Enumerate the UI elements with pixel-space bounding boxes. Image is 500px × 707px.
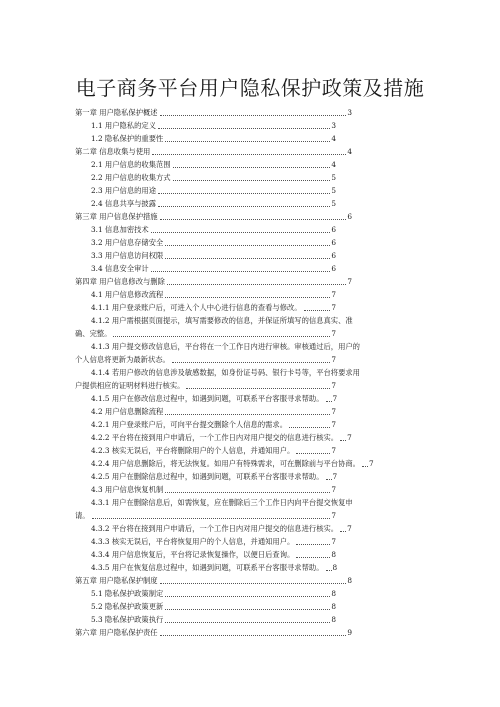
toc-entry-label: 5.3 隐私保护政策执行 (91, 615, 164, 624)
toc-entry-label-continued: 请。 (75, 511, 90, 520)
toc-page-number: 8 (332, 563, 338, 572)
toc-entry-label: 4.3.3 核实无误后，平台将恢复用户的个人信息，并通知用户。 (91, 537, 295, 546)
toc-entry[interactable] (0, 210, 500, 223)
toc-entry-label: 2.3 用户信息的用途 (91, 186, 157, 195)
toc-entry[interactable] (0, 626, 500, 639)
toc-page-number: 7 (331, 355, 336, 364)
toc-entry-label: 4.2.3 核实无误后，平台将删除用户的个人信息，并通知用户。 (91, 446, 295, 455)
toc-entry[interactable] (0, 431, 500, 444)
toc-page-number: 4 (331, 134, 336, 143)
toc-page-number: 5 (331, 199, 336, 208)
dot-leader (160, 219, 347, 220)
toc-entry-label: 2.1 用户信息的收集范围 (91, 160, 171, 169)
toc-entry-label: 4.2.2 平台将在接到用户申请后，一个工作日内对用户提交的信息进行核实。 (91, 433, 339, 442)
toc-entry-label: 3.1 信息加密技术 (91, 225, 149, 234)
toc-entry-label: 4.1.2 用户需根据页面提示，填写需要修改的信息，并保证所填写的信息真实、准 (91, 316, 353, 325)
dot-leader (165, 414, 330, 415)
dot-leader (340, 440, 346, 441)
toc-entry-label: 1.2 隐私保护的重要性 (91, 134, 164, 143)
document-title: 电子商务平台用户隐私保护政策及措施 (75, 76, 425, 100)
toc-entry-label: 4.3.2 平台将在接到用户申请后，一个工作日内对用户提交的信息进行核实。 (91, 524, 339, 533)
toc-entry[interactable] (0, 249, 500, 262)
toc-entry[interactable] (0, 275, 500, 288)
toc-page-number: 3 (347, 108, 352, 117)
toc-entry-label: 3.2 用户信息存储安全 (91, 238, 164, 247)
toc-entry[interactable] (0, 366, 500, 392)
toc-entry[interactable] (0, 106, 500, 119)
toc-entry[interactable] (0, 587, 500, 600)
toc-entry[interactable] (0, 119, 500, 132)
toc-page-number: 7 (347, 277, 352, 286)
toc-page-number: 6 (331, 251, 336, 260)
toc-entry-label: 4.1.4 若用户修改的信息涉及敏感数据，如身份证号码、银行卡号等，平台将要求用 (91, 368, 360, 377)
dot-leader (113, 336, 330, 337)
toc-entry-label: 4.3.5 用户在恢复信息过程中，如遇到问题，可联系平台客服寻求帮助。 (91, 563, 324, 572)
toc-page-number: 7 (331, 446, 336, 455)
toc-entry-label: 第二章 信息收集与使用 (75, 147, 151, 156)
toc-entry[interactable] (0, 223, 500, 236)
toc-entry[interactable] (0, 470, 500, 483)
toc-entry[interactable] (0, 600, 500, 613)
toc-page-number: 4 (347, 147, 352, 156)
dot-leader (165, 622, 330, 623)
toc-entry-label: 4.2 用户信息删除流程 (91, 407, 164, 416)
dot-leader (165, 141, 330, 142)
dot-leader (151, 271, 331, 272)
dot-leader (186, 388, 330, 389)
toc-page-number: 6 (331, 225, 336, 234)
toc-entry-label: 4.3 用户信息恢复机制 (91, 485, 164, 494)
dot-leader (167, 284, 346, 285)
toc-page-number: 7 (347, 524, 352, 533)
dot-leader (165, 596, 330, 597)
dot-leader (173, 180, 331, 181)
dot-leader (152, 154, 346, 155)
toc-page-number: 7 (331, 420, 336, 429)
dot-leader (158, 193, 330, 194)
dot-leader (165, 297, 330, 298)
toc-page-number: 6 (331, 264, 336, 273)
toc-entry-label: 第三章 用户信息保护措施 (75, 212, 158, 221)
toc-page-number: 8 (331, 615, 336, 624)
toc-entry-label-continued: 确、完整。 (75, 329, 112, 338)
dot-leader (326, 570, 332, 571)
toc-entry-label: 4.1.5 用户在修改信息过程中，如遇到问题，可联系平台客服寻求帮助。 (91, 394, 324, 403)
toc-page-number: 8 (331, 550, 336, 559)
toc-entry[interactable] (0, 314, 500, 340)
dot-leader (296, 544, 330, 545)
toc-page-number: 7 (331, 511, 336, 520)
dot-leader (92, 518, 331, 519)
toc-entry[interactable] (0, 496, 500, 522)
toc-page-number: 8 (331, 589, 336, 598)
toc-entry-label: 第六章 用户隐私保护责任 (75, 628, 158, 637)
toc-entry[interactable] (0, 145, 500, 158)
dot-leader (160, 635, 347, 636)
dot-leader (165, 245, 330, 246)
toc-entry[interactable] (0, 483, 500, 496)
toc-page-number: 5 (331, 186, 336, 195)
toc-entry[interactable] (0, 418, 500, 431)
toc-entry-label: 4.3.4 用户信息恢复后，平台将记录恢复操作，以便日后查询。 (91, 550, 295, 559)
toc-entry[interactable] (0, 444, 500, 457)
toc-entry[interactable] (0, 132, 500, 145)
toc-entry-label: 4.1.3 用户提交修改信息后，平台将在一个工作日内进行审核。审核通过后，用户的 (91, 342, 360, 351)
toc-entry-label-continued: 户提供相应的证明材料进行核实。 (75, 381, 185, 390)
toc-entry-label: 第五章 用户隐私保护制度 (75, 576, 158, 585)
dot-leader (296, 557, 330, 558)
toc-entry[interactable] (0, 548, 500, 561)
toc-entry[interactable] (0, 288, 500, 301)
toc-entry[interactable] (0, 236, 500, 249)
dot-leader (160, 115, 347, 116)
toc-entry-label: 4.1.1 用户登录账户后，可进入个人中心进行信息的查看与修改。 (91, 303, 302, 312)
toc-page-number: 3 (331, 121, 336, 130)
toc-entry-label: 5.1 隐私保护政策制定 (91, 589, 164, 598)
dot-leader (165, 258, 330, 259)
toc-page-number: 7 (331, 407, 336, 416)
toc-page-number: 6 (347, 212, 352, 221)
toc-page-number: 7 (331, 290, 336, 299)
toc-entry-label-continued: 个人信息将更新为最新状态。 (75, 355, 170, 364)
toc-entry[interactable] (0, 392, 500, 405)
toc-entry-label: 4.1 用户信息修改流程 (91, 290, 164, 299)
dot-leader (151, 232, 331, 233)
toc-entry-label: 4.2.4 用户信息删除后，将无法恢复。如用户有特殊需求，可在删除前与平台协商。 (91, 459, 360, 468)
toc-entry-label: 1.1 用户隐私的定义 (91, 121, 157, 130)
dot-leader (165, 609, 330, 610)
toc-page-number: 9 (347, 628, 352, 637)
toc-page-number: 8 (331, 602, 336, 611)
toc-entry[interactable] (0, 613, 500, 626)
toc-entry-label: 第四章 用户信息修改与删除 (75, 277, 165, 286)
toc-entry[interactable] (0, 535, 500, 548)
dot-leader (158, 128, 330, 129)
toc-page-number: 6 (331, 238, 336, 247)
toc-page-number: 7 (332, 472, 338, 481)
toc-page-number: 7 (331, 537, 336, 546)
toc-page-number: 7 (368, 459, 374, 468)
toc-page-number: 5 (331, 173, 336, 182)
toc-entry-label: 4.2.5 用户在删除信息过程中，如遇到问题，可联系平台客服寻求帮助。 (91, 472, 324, 481)
dot-leader (296, 453, 330, 454)
toc-entry[interactable] (0, 197, 500, 210)
toc-page-number: 7 (331, 329, 336, 338)
toc-page-number: 7 (331, 381, 336, 390)
dot-leader (158, 206, 330, 207)
toc-entry[interactable] (0, 561, 500, 574)
dot-leader (173, 167, 331, 168)
toc-entry-label: 3.3 用户信息访问权限 (91, 251, 164, 260)
toc-entry[interactable] (0, 301, 500, 314)
toc-entry-label: 4.2.1 用户登录账户后，可向平台提交删除个人信息的需求。 (91, 420, 288, 429)
dot-leader (165, 492, 330, 493)
toc-entry[interactable] (0, 184, 500, 197)
toc-entry[interactable] (0, 574, 500, 587)
toc-page-number: 7 (331, 303, 336, 312)
toc-entry[interactable] (0, 158, 500, 171)
dot-leader (289, 427, 330, 428)
toc-page-number: 7 (347, 433, 352, 442)
toc-entry[interactable] (0, 457, 500, 470)
toc-page-number: 7 (332, 394, 338, 403)
toc-entry-label: 4.3.1 用户在删除信息后，如需恢复，应在删除后三个工作日内向平台提交恢复申 (91, 498, 353, 507)
dot-leader (172, 362, 330, 363)
dot-leader (304, 310, 331, 311)
dot-leader (326, 401, 332, 402)
dot-leader (160, 583, 347, 584)
toc-entry[interactable] (0, 171, 500, 184)
toc-entry-label: 3.4 信息安全审计 (91, 264, 149, 273)
toc-page-number: 4 (331, 160, 336, 169)
dot-leader (362, 466, 368, 467)
toc-entry-label: 5.2 隐私保护政策更新 (91, 602, 164, 611)
toc-page-number: 8 (347, 576, 352, 585)
toc-entry-label: 第一章 用户隐私保护概述 (75, 108, 158, 117)
toc-entry[interactable] (0, 405, 500, 418)
toc-page-number: 7 (331, 485, 336, 494)
dot-leader (340, 531, 346, 532)
toc-entry-label: 2.4 信息共享与披露 (91, 199, 157, 208)
toc-entry-label: 2.2 用户信息的收集方式 (91, 173, 171, 182)
toc-entry[interactable] (0, 522, 500, 535)
dot-leader (326, 479, 332, 480)
toc-entry[interactable] (0, 262, 500, 275)
toc-entry[interactable] (0, 340, 500, 366)
